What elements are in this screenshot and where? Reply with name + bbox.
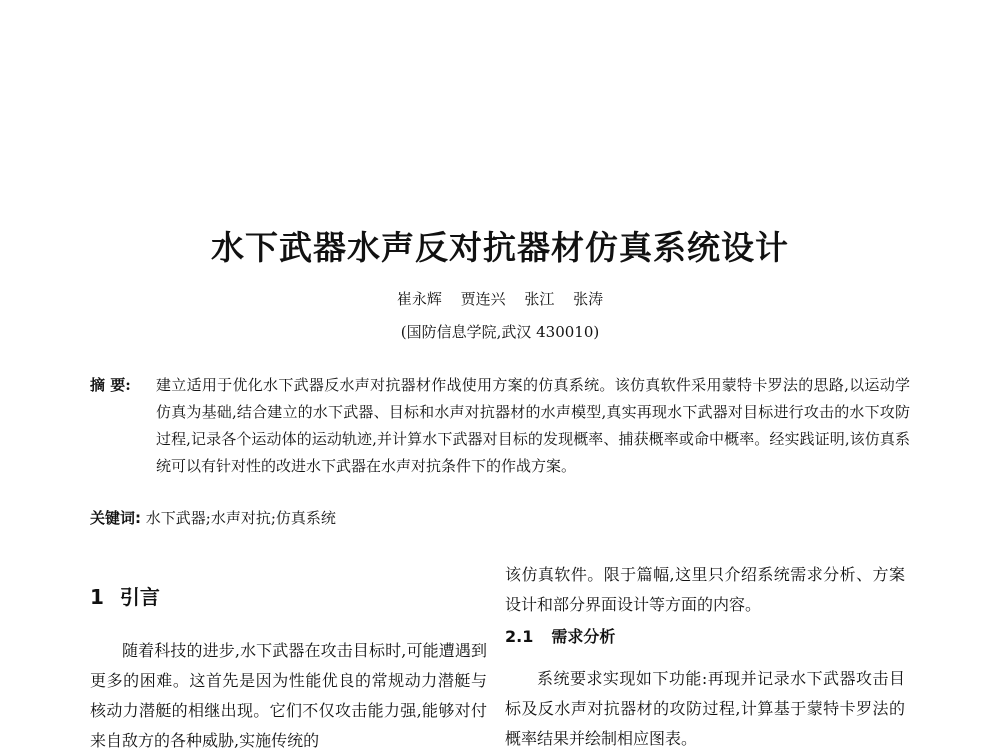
keywords-text: 水下武器;水声对抗;仿真系统 — [145, 509, 336, 527]
section-heading — [90, 581, 160, 610]
affiliation: (国防信息学院,武汉 430010) — [400, 323, 600, 341]
right-column-intro: 该仿真软件。限于篇幅,这里只介绍系统需求分析、方案设计和部分界面设计等方面的内容。 — [505, 565, 905, 614]
paper-title: 水下武器水声反对抗器材仿真系统设计 — [211, 228, 789, 267]
subsection-heading — [505, 624, 615, 647]
subsection-title: 需求分析 — [551, 627, 616, 646]
keywords-block — [90, 505, 336, 532]
subsection-number: 2.1 — [505, 627, 534, 646]
keywords-label: 关键词: — [90, 509, 141, 527]
abstract-label: 摘 要: — [90, 376, 131, 394]
section-title: 引言 — [119, 585, 160, 609]
author-list: 崔永辉 贾连兴 张江 张涛 — [396, 290, 604, 308]
section-number: 1 — [90, 585, 104, 609]
abstract-block — [90, 372, 910, 480]
subsection-paragraph: 系统要求实现如下功能:再现并记录水下武器攻击目标及反水声对抗器材的攻防过程,计算基于蒙特卡罗法的概率结果并绘制相应图表。 — [505, 669, 905, 748]
section-paragraph: 随着科技的进步,水下武器在攻击目标时,可能遭遇到更多的困难。这首先是因为性能优良的常规动力潜艇与核动力潜艇的相继出现。它们不仅攻击能力强,能够对付来自敌方的各种威胁,实施传统的 — [90, 641, 487, 750]
abstract-text: 建立适用于优化水下武器反水声对抗器材作战使用方案的仿真系统。该仿真软件采用蒙特卡罗法的思路,以运动学仿真为基础,结合建立的水下武器、目标和水声对抗器材的水声模型,真实再现水下武器对目标进行攻击的水下攻防过程,记录各个运动体的运动轨迹,并计算水下武器对目标的发现概率、捕获概率或命中概率。经实践证明,该仿真系统可以有针对性的改进水下武器在水声对抗条件下的作战方案。 — [156, 376, 910, 475]
